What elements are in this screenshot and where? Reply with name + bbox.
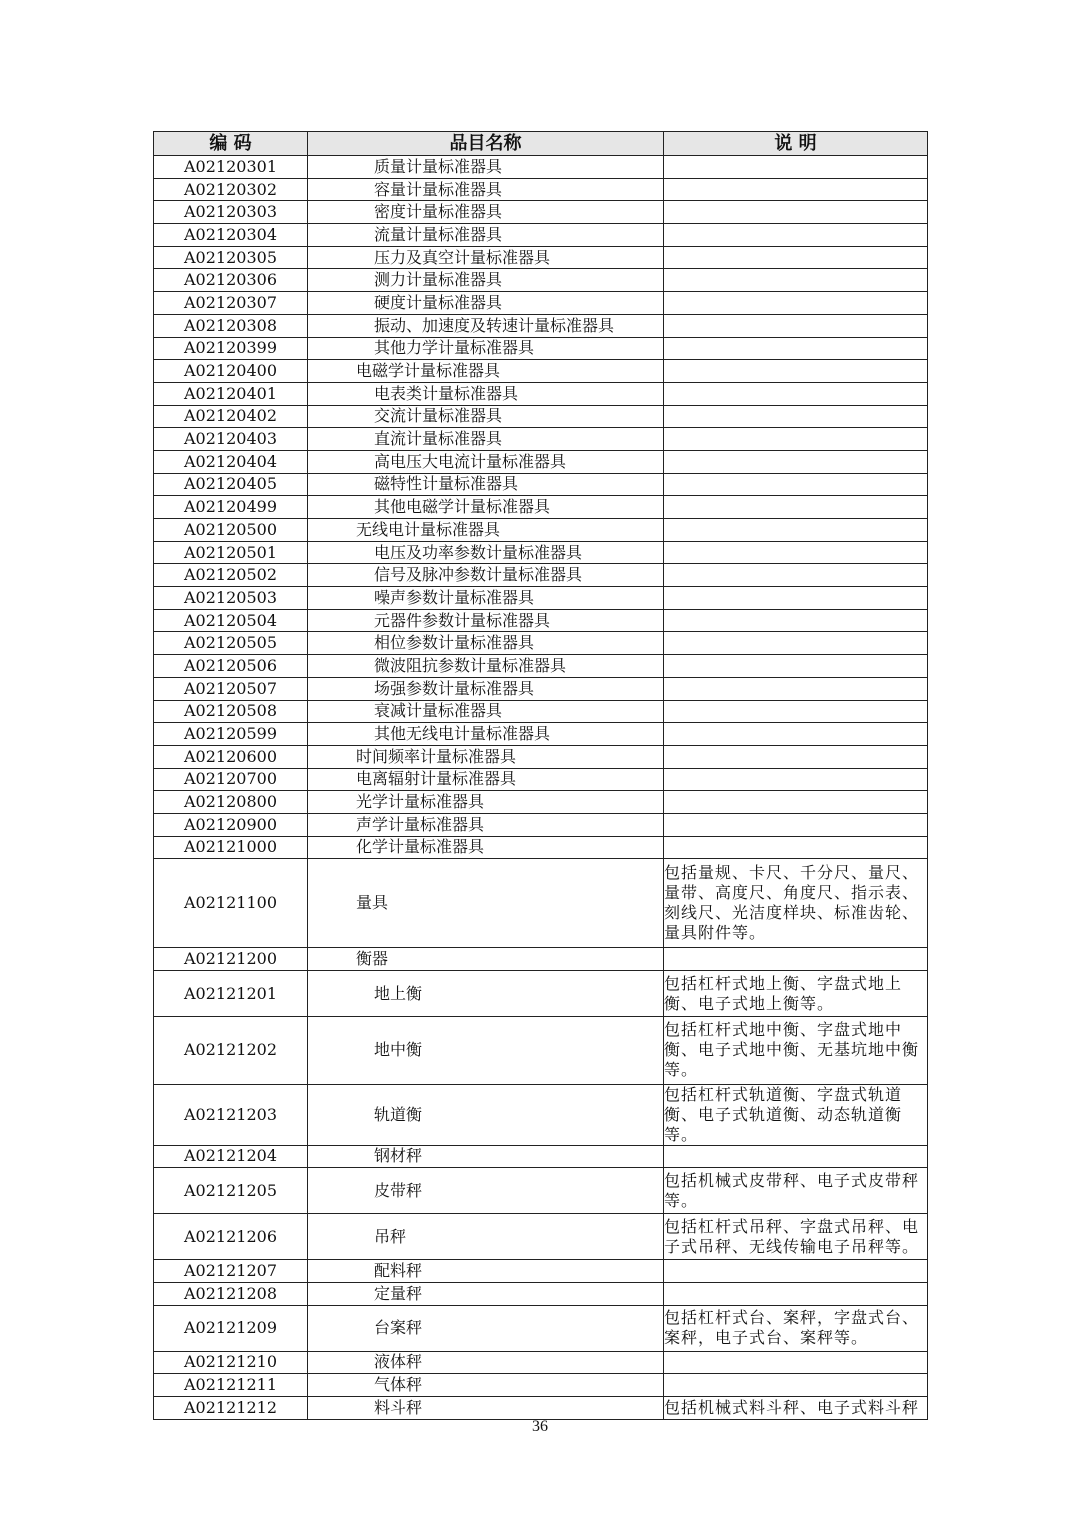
- table-row: [154, 156, 928, 179]
- cell-desc: [664, 314, 928, 337]
- table-row: [154, 655, 928, 678]
- cell-name: 配料秤: [308, 1260, 664, 1283]
- table-row: [154, 948, 928, 971]
- cell-code: A02120305: [154, 246, 308, 269]
- cell-code: A02121211: [154, 1374, 308, 1397]
- cell-desc: [664, 791, 928, 814]
- cell-desc: 包括杠杆式地上衡、字盘式地上衡、电子式地上衡等。: [664, 971, 928, 1017]
- table-row: [154, 246, 928, 269]
- cell-name: 电磁学计量标准器具: [308, 360, 664, 383]
- cell-code: A02120306: [154, 269, 308, 292]
- cell-code: A02120303: [154, 201, 308, 224]
- cell-name: 光学计量标准器具: [308, 791, 664, 814]
- cell-code: A02120508: [154, 700, 308, 723]
- cell-code: A02120405: [154, 473, 308, 496]
- cell-desc: [664, 337, 928, 360]
- table-header-row: [154, 132, 928, 156]
- table-row: [154, 178, 928, 201]
- cell-desc: [664, 496, 928, 519]
- cell-code: A02120499: [154, 496, 308, 519]
- header-desc: 说 明: [664, 132, 928, 156]
- cell-code: A02121204: [154, 1145, 308, 1168]
- table-row: [154, 496, 928, 519]
- cell-code: A02120400: [154, 360, 308, 383]
- cell-code: A02120505: [154, 632, 308, 655]
- cell-code: A02120504: [154, 609, 308, 632]
- cell-desc: [664, 564, 928, 587]
- cell-code: A02120308: [154, 314, 308, 337]
- cell-desc: [664, 609, 928, 632]
- cell-desc: [664, 768, 928, 791]
- cell-desc: [664, 541, 928, 564]
- table-row: [154, 541, 928, 564]
- cell-name: 质量计量标准器具: [308, 156, 664, 179]
- cell-desc: 包括杠杆式吊秤、字盘式吊秤、电子式吊秤、无线传输电子吊秤等。: [664, 1214, 928, 1260]
- cell-name: 电表类计量标准器具: [308, 382, 664, 405]
- cell-desc: 包括机械式皮带秤、电子式皮带秤等。: [664, 1168, 928, 1214]
- cell-desc: [664, 1145, 928, 1168]
- table-row: [154, 677, 928, 700]
- cell-code: A02121206: [154, 1214, 308, 1260]
- cell-code: A02120307: [154, 292, 308, 315]
- cell-name: 元器件参数计量标准器具: [308, 609, 664, 632]
- catalog-table: [153, 131, 928, 1420]
- cell-desc: [664, 587, 928, 610]
- table-row: [154, 269, 928, 292]
- cell-desc: [664, 813, 928, 836]
- table-row: [154, 1145, 928, 1168]
- cell-desc: [664, 1260, 928, 1283]
- table-row: [154, 1396, 928, 1419]
- cell-name: 流量计量标准器具: [308, 224, 664, 247]
- cell-code: A02120503: [154, 587, 308, 610]
- cell-code: A02120500: [154, 519, 308, 542]
- cell-code: A02120502: [154, 564, 308, 587]
- cell-code: A02121200: [154, 948, 308, 971]
- table-row: [154, 609, 928, 632]
- cell-name: 其他无线电计量标准器具: [308, 723, 664, 746]
- cell-desc: [664, 201, 928, 224]
- table-row: [154, 1168, 928, 1214]
- table-row: [154, 405, 928, 428]
- cell-desc: [664, 1282, 928, 1305]
- table-row: [154, 1017, 928, 1085]
- cell-code: A02121202: [154, 1017, 308, 1085]
- cell-name: 衰减计量标准器具: [308, 700, 664, 723]
- table-row: [154, 971, 928, 1017]
- cell-code: A02120800: [154, 791, 308, 814]
- table-row: [154, 428, 928, 451]
- table-row: [154, 859, 928, 948]
- cell-code: A02120404: [154, 450, 308, 473]
- table-row: [154, 314, 928, 337]
- table-row: [154, 700, 928, 723]
- cell-name: 磁特性计量标准器具: [308, 473, 664, 496]
- cell-code: A02121203: [154, 1084, 308, 1145]
- cell-desc: [664, 428, 928, 451]
- cell-desc: 包括杠杆式轨道衡、字盘式轨道衡、电子式轨道衡、动态轨道衡等。: [664, 1084, 928, 1145]
- cell-code: A02120700: [154, 768, 308, 791]
- cell-desc: [664, 1351, 928, 1374]
- header-name: 品目名称: [308, 132, 664, 156]
- cell-desc: [664, 948, 928, 971]
- cell-code: A02120600: [154, 745, 308, 768]
- table-row: [154, 382, 928, 405]
- cell-name: 钢材秤: [308, 1145, 664, 1168]
- cell-name: 其他电磁学计量标准器具: [308, 496, 664, 519]
- cell-desc: 包括杠杆式台、案秤，字盘式台、案秤，电子式台、案秤等。: [664, 1305, 928, 1351]
- cell-name: 测力计量标准器具: [308, 269, 664, 292]
- cell-code: A02121201: [154, 971, 308, 1017]
- cell-code: A02120506: [154, 655, 308, 678]
- cell-name: 衡器: [308, 948, 664, 971]
- cell-code: A02120399: [154, 337, 308, 360]
- cell-desc: [664, 677, 928, 700]
- table-row: [154, 791, 928, 814]
- cell-name: 台案秤: [308, 1305, 664, 1351]
- cell-name: 料斗秤: [308, 1396, 664, 1419]
- cell-code: A02121208: [154, 1282, 308, 1305]
- cell-name: 化学计量标准器具: [308, 836, 664, 859]
- cell-name: 相位参数计量标准器具: [308, 632, 664, 655]
- cell-code: A02121209: [154, 1305, 308, 1351]
- cell-name: 电压及功率参数计量标准器具: [308, 541, 664, 564]
- cell-code: A02120304: [154, 224, 308, 247]
- cell-name: 容量计量标准器具: [308, 178, 664, 201]
- cell-name: 振动、加速度及转速计量标准器具: [308, 314, 664, 337]
- cell-desc: [664, 519, 928, 542]
- table-row: [154, 1282, 928, 1305]
- cell-desc: [664, 269, 928, 292]
- table-row: [154, 632, 928, 655]
- cell-desc: [664, 292, 928, 315]
- table-row: [154, 519, 928, 542]
- table-row: [154, 1260, 928, 1283]
- cell-desc: [664, 450, 928, 473]
- cell-desc: 包括量规、卡尺、千分尺、量尺、量带、高度尺、角度尺、指示表、刻线尺、光洁度样块、标准齿轮、量具附件等。: [664, 859, 928, 948]
- cell-code: A02120403: [154, 428, 308, 451]
- cell-name: 地中衡: [308, 1017, 664, 1085]
- cell-code: A02121205: [154, 1168, 308, 1214]
- cell-name: 直流计量标准器具: [308, 428, 664, 451]
- cell-code: A02120501: [154, 541, 308, 564]
- table-row: [154, 1084, 928, 1145]
- cell-desc: [664, 836, 928, 859]
- table-row: [154, 292, 928, 315]
- cell-code: A02120402: [154, 405, 308, 428]
- cell-desc: [664, 1374, 928, 1397]
- cell-code: A02121207: [154, 1260, 308, 1283]
- cell-name: 交流计量标准器具: [308, 405, 664, 428]
- table-row: [154, 723, 928, 746]
- table-row: [154, 224, 928, 247]
- cell-code: A02120507: [154, 677, 308, 700]
- cell-desc: [664, 745, 928, 768]
- table-row: [154, 813, 928, 836]
- table-row: [154, 1351, 928, 1374]
- cell-desc: [664, 723, 928, 746]
- cell-name: 声学计量标准器具: [308, 813, 664, 836]
- cell-name: 压力及真空计量标准器具: [308, 246, 664, 269]
- cell-desc: [664, 360, 928, 383]
- table-body: [154, 156, 928, 1420]
- page-number: 36: [532, 1418, 548, 1435]
- cell-name: 场强参数计量标准器具: [308, 677, 664, 700]
- cell-desc: [664, 246, 928, 269]
- cell-desc: [664, 405, 928, 428]
- table-row: [154, 768, 928, 791]
- cell-desc: [664, 700, 928, 723]
- cell-name: 噪声参数计量标准器具: [308, 587, 664, 610]
- table-row: [154, 1305, 928, 1351]
- cell-desc: [664, 655, 928, 678]
- table-row: [154, 450, 928, 473]
- cell-name: 定量秤: [308, 1282, 664, 1305]
- cell-name: 液体秤: [308, 1351, 664, 1374]
- cell-name: 量具: [308, 859, 664, 948]
- cell-name: 气体秤: [308, 1374, 664, 1397]
- cell-name: 硬度计量标准器具: [308, 292, 664, 315]
- cell-name: 密度计量标准器具: [308, 201, 664, 224]
- cell-code: A02120302: [154, 178, 308, 201]
- cell-desc: [664, 382, 928, 405]
- cell-code: A02121212: [154, 1396, 308, 1419]
- cell-desc: [664, 632, 928, 655]
- cell-name: 皮带秤: [308, 1168, 664, 1214]
- cell-code: A02121100: [154, 859, 308, 948]
- table-row: [154, 360, 928, 383]
- table-row: [154, 564, 928, 587]
- table-row: [154, 745, 928, 768]
- cell-name: 地上衡: [308, 971, 664, 1017]
- cell-name: 无线电计量标准器具: [308, 519, 664, 542]
- cell-name: 电离辐射计量标准器具: [308, 768, 664, 791]
- cell-code: A02121000: [154, 836, 308, 859]
- table-row: [154, 587, 928, 610]
- cell-desc: [664, 156, 928, 179]
- cell-code: A02120900: [154, 813, 308, 836]
- cell-code: A02120301: [154, 156, 308, 179]
- cell-code: A02120401: [154, 382, 308, 405]
- cell-name: 轨道衡: [308, 1084, 664, 1145]
- table-row: [154, 337, 928, 360]
- table-row: [154, 201, 928, 224]
- cell-desc: 包括机械式料斗秤、电子式料斗秤: [664, 1396, 928, 1419]
- table-row: [154, 836, 928, 859]
- table-row: [154, 1214, 928, 1260]
- cell-desc: [664, 224, 928, 247]
- cell-code: A02120599: [154, 723, 308, 746]
- cell-name: 吊秤: [308, 1214, 664, 1260]
- cell-name: 信号及脉冲参数计量标准器具: [308, 564, 664, 587]
- cell-name: 时间频率计量标准器具: [308, 745, 664, 768]
- header-code: 编 码: [154, 132, 308, 156]
- cell-desc: [664, 178, 928, 201]
- cell-name: 微波阻抗参数计量标准器具: [308, 655, 664, 678]
- table-row: [154, 473, 928, 496]
- cell-name: 其他力学计量标准器具: [308, 337, 664, 360]
- cell-desc: 包括杠杆式地中衡、字盘式地中衡、电子式地中衡、无基坑地中衡等。: [664, 1017, 928, 1085]
- cell-desc: [664, 473, 928, 496]
- table-row: [154, 1374, 928, 1397]
- cell-name: 高电压大电流计量标准器具: [308, 450, 664, 473]
- cell-code: A02121210: [154, 1351, 308, 1374]
